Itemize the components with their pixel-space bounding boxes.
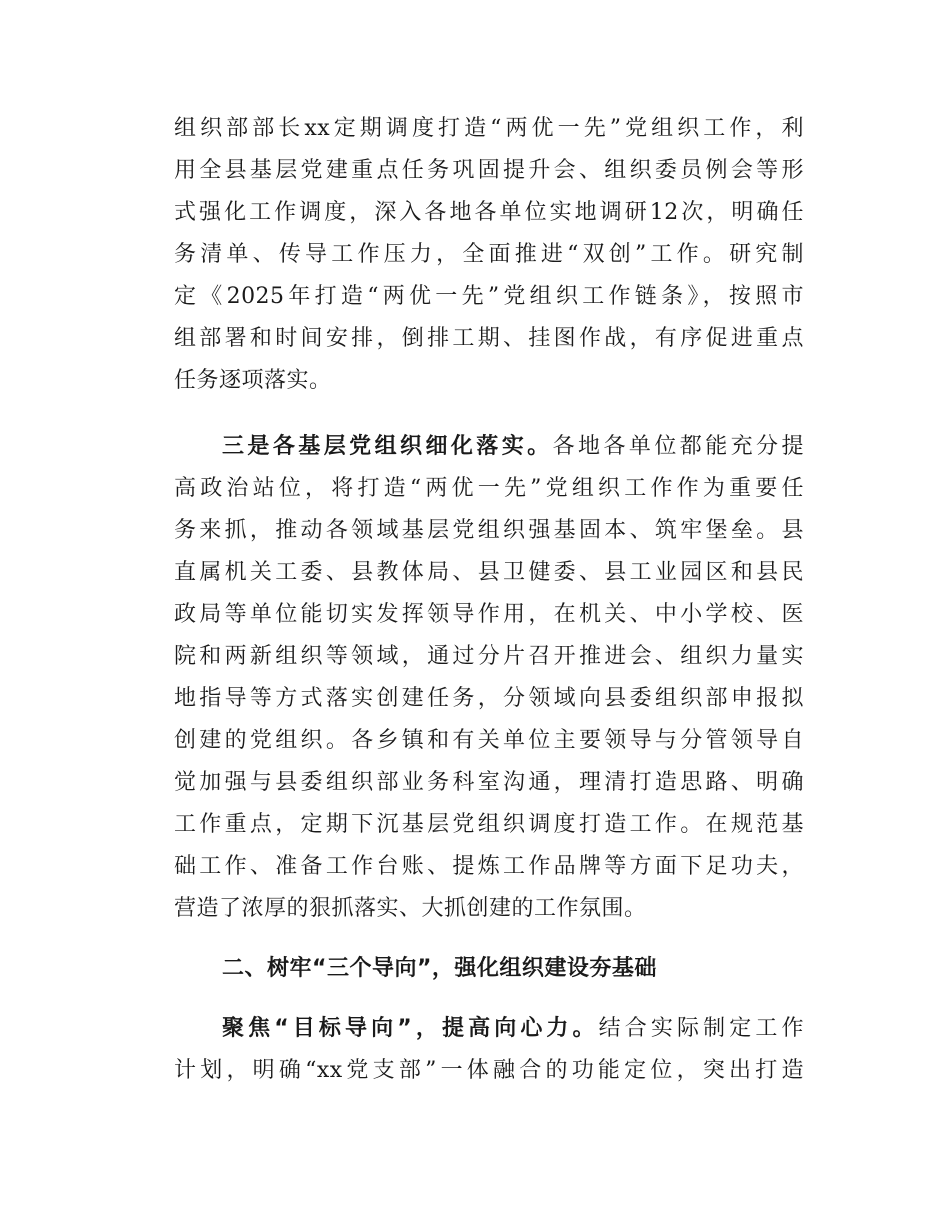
text-line: 务清单、传导工作压力，全面推进“双创”工作。研究制 <box>174 242 804 267</box>
text-line: 觉加强与县委组织部业务科室沟通，理清打造思路、明确 <box>174 770 804 795</box>
paragraph-lead: 聚焦“目标导向”，提高向心力。 <box>222 1016 599 1041</box>
text-line-first <box>174 1008 804 1050</box>
text-run: 结合实际制定工作 <box>598 1016 804 1041</box>
text-line: 政局等单位能切实发挥领导作用，在机关、中小学校、医 <box>174 602 804 627</box>
text-line: 任务逐项落实。 <box>174 368 332 393</box>
text-line: 础工作、准备工作台账、提炼工作品牌等方面下足功夫， <box>174 854 804 879</box>
paragraph-3 <box>174 1008 804 1092</box>
text-line: 组织部部长xx定期调度打造“两优一先”党组织工作，利 <box>174 116 804 141</box>
text-line: 创建的党组织。各乡镇和有关单位主要领导与分管领导自 <box>174 728 804 753</box>
text-line: 营造了浓厚的狠抓落实、大抓创建的工作氛围。 <box>174 896 647 921</box>
text-line: 定《2025年打造“两优一先”党组织工作链条》，按照市 <box>174 284 804 309</box>
paragraph-lead: 三是各基层党组织细化落实。 <box>222 434 553 459</box>
paragraph-1 <box>174 108 804 402</box>
text-line: 组部署和时间安排，倒排工期、挂图作战，有序促进重点 <box>174 326 804 351</box>
section-heading: 二、树牢“三个导向”，强化组织建设夯基础 <box>222 956 657 981</box>
text-line-first <box>174 426 804 468</box>
text-line: 用全县基层党建重点任务巩固提升会、组织委员例会等形 <box>174 158 804 183</box>
text-line: 直属机关工委、县教体局、县卫健委、县工业园区和县民 <box>174 560 804 585</box>
document-page <box>174 108 804 1092</box>
text-line: 院和两新组织等领域，通过分片召开推进会、组织力量实 <box>174 644 804 669</box>
text-line: 工作重点，定期下沉基层党组织调度打造工作。在规范基 <box>174 812 804 837</box>
text-line: 务来抓，推动各领域基层党组织强基固本、筑牢堡垒。县 <box>174 518 804 543</box>
paragraph-2 <box>174 426 804 930</box>
text-run: 各地各单位都能充分提 <box>552 434 804 459</box>
text-line: 高政治站位，将打造“两优一先”党组织工作作为重要任 <box>174 476 804 501</box>
text-line: 计划，明确“xx党支部”一体融合的功能定位，突出打造 <box>174 1058 804 1083</box>
text-line: 式强化工作调度，深入各地各单位实地调研12次，明确任 <box>174 200 804 225</box>
text-line: 地指导等方式落实创建任务，分领域向县委组织部申报拟 <box>174 686 804 711</box>
